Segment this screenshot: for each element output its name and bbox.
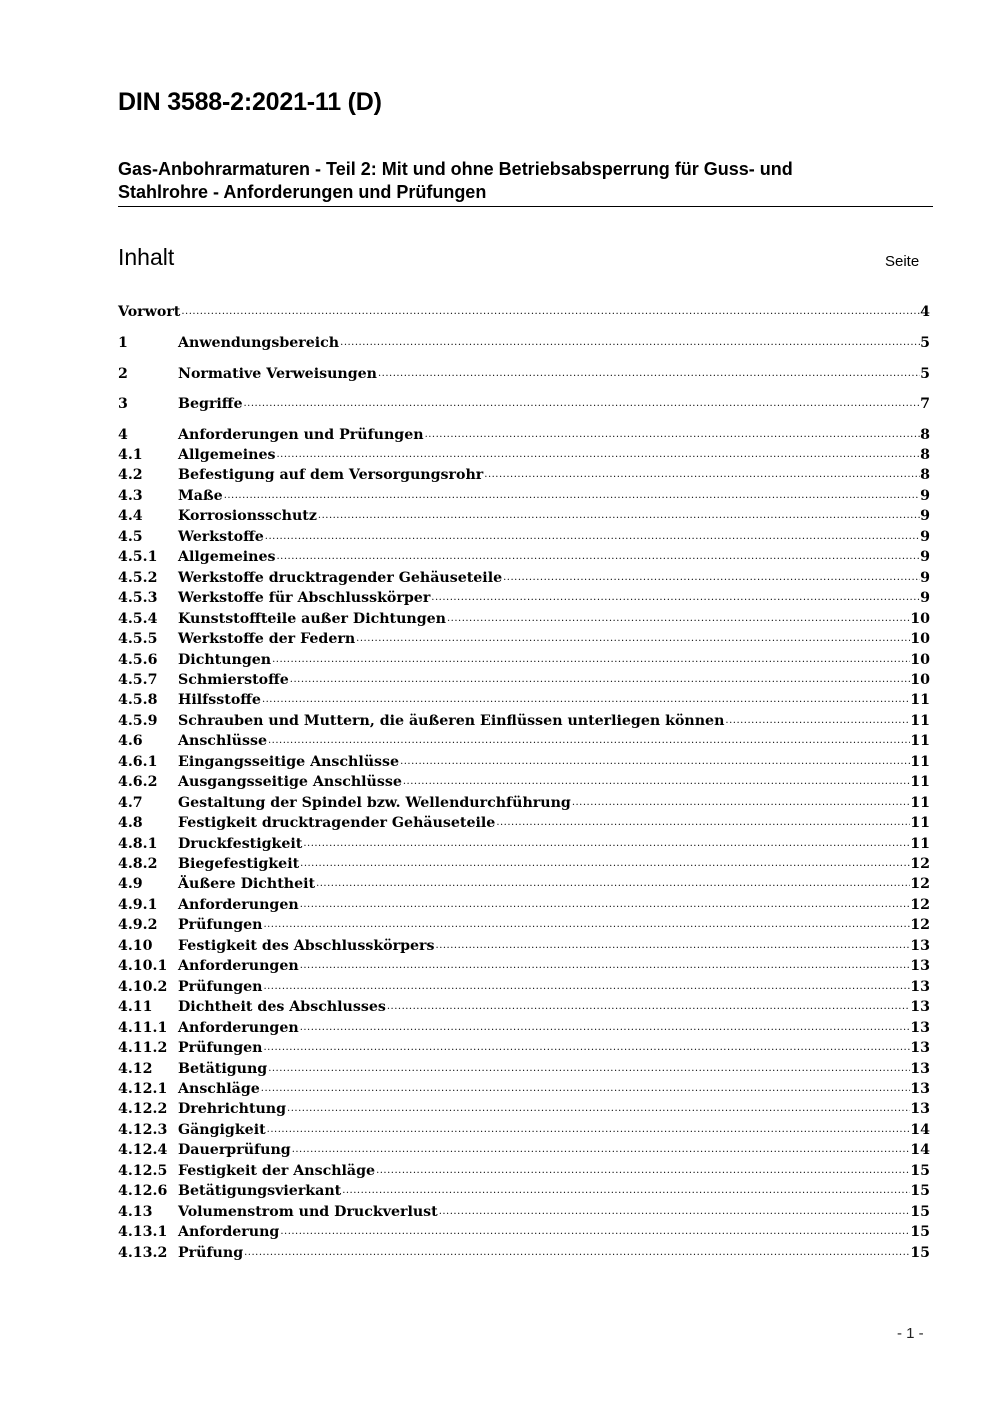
toc-leader-dots — [299, 854, 910, 874]
toc-entry-page: 5 — [920, 335, 930, 351]
toc-entry[interactable] — [118, 333, 930, 353]
toc-entry[interactable] — [118, 1059, 930, 1079]
toc-leader-dots — [180, 302, 920, 322]
toc-entry-number: 4.12.3 — [118, 1122, 168, 1138]
toc-entry-page: 15 — [910, 1204, 930, 1220]
toc-entry-number: 4.10 — [118, 938, 153, 954]
toc-entry[interactable] — [118, 394, 930, 414]
toc-entry-number: 4.11.2 — [118, 1040, 168, 1056]
toc-entry-title: Allgemeines — [178, 549, 276, 565]
document-subtitle — [118, 158, 933, 207]
toc-leader-dots — [299, 1018, 911, 1038]
toc-entry-number: 4.12.2 — [118, 1101, 168, 1117]
toc-entry-page: 14 — [910, 1122, 930, 1138]
toc-entry[interactable] — [118, 547, 930, 567]
toc-leader-dots — [299, 956, 911, 976]
toc-entry-number: 4.7 — [118, 795, 143, 811]
toc-entry-number: 4.5.2 — [118, 570, 158, 586]
toc-entry[interactable] — [118, 302, 930, 322]
toc-page-column-label: Seite — [885, 253, 920, 270]
toc-entry-page: 8 — [920, 467, 930, 483]
toc-leader-dots — [438, 1202, 911, 1222]
toc-entry[interactable] — [118, 568, 930, 588]
toc-entry-title: Anforderungen — [178, 958, 299, 974]
toc-leader-dots — [386, 997, 910, 1017]
toc-entry-title: Befestigung auf dem Versorgungsrohr — [178, 467, 484, 483]
subtitle-line-2: Stahlrohre - Anforderungen und Prüfungen — [118, 182, 487, 202]
toc-entry[interactable] — [118, 956, 930, 976]
toc-leader-dots — [264, 527, 920, 547]
toc-entry[interactable] — [118, 690, 930, 710]
toc-entry-title: Dichtheit des Abschlusses — [178, 999, 386, 1015]
toc-entry[interactable] — [118, 1161, 930, 1181]
toc-entry-number: 4.1 — [118, 447, 143, 463]
toc-entry-title: Anforderung — [178, 1224, 280, 1240]
toc-entry-number: 4.5.9 — [118, 713, 158, 729]
toc-entry-number: 4.5.3 — [118, 590, 158, 606]
toc-entry-number: 4.13.1 — [118, 1224, 168, 1240]
toc-entry-page: 14 — [910, 1142, 930, 1158]
toc-entry-title: Werkstoffe drucktragender Gehäuseteile — [178, 570, 503, 586]
toc-entry[interactable] — [118, 609, 930, 629]
toc-entry[interactable] — [118, 1079, 930, 1099]
toc-entry-page: 11 — [910, 733, 930, 749]
toc-entry[interactable] — [118, 629, 930, 649]
toc-entry-page: 15 — [910, 1224, 930, 1240]
toc-entry-page: 8 — [920, 427, 930, 443]
toc-entry-title: Ausgangsseitige Anschlüsse — [178, 774, 402, 790]
toc-leader-dots — [424, 425, 921, 445]
toc-leader-dots — [399, 752, 910, 772]
toc-entry-page: 13 — [910, 1081, 930, 1097]
toc-leader-dots — [267, 1059, 910, 1079]
toc-entry-page: 13 — [910, 938, 930, 954]
toc-entry[interactable] — [118, 588, 930, 608]
toc-entry-number: 4.6.1 — [118, 754, 158, 770]
toc-leader-dots — [402, 772, 910, 792]
toc-entry-page: 9 — [920, 529, 930, 545]
toc-entry[interactable] — [118, 834, 930, 854]
toc-leader-dots — [276, 445, 921, 465]
toc-entry-title: Begriffe — [178, 396, 243, 412]
toc-entry-page: 12 — [910, 876, 930, 892]
toc-entry-number: 4.10.1 — [118, 958, 168, 974]
toc-entry-title: Werkstoffe der Federn — [178, 631, 356, 647]
toc-entry-number: 4.9.1 — [118, 897, 158, 913]
toc-entry-title: Korrosionsschutz — [178, 508, 317, 524]
toc-leader-dots — [266, 1120, 911, 1140]
toc-entry[interactable] — [118, 793, 930, 813]
toc-entry-title: Festigkeit drucktragender Gehäuseteile — [178, 815, 496, 831]
toc-entry-title: Festigkeit der Anschläge — [178, 1163, 376, 1179]
toc-leader-dots — [291, 1140, 911, 1160]
toc-leader-dots — [267, 731, 910, 751]
toc-leader-dots — [341, 1181, 910, 1201]
toc-entry-page: 15 — [910, 1163, 930, 1179]
subtitle-line-1: Gas-Anbohrarmaturen - Teil 2: Mit und ohne Betriebsabsperrung für Guss- und — [118, 159, 793, 179]
toc-entry-title: Normative Verweisungen — [178, 366, 377, 382]
toc-entry-number: 4.8 — [118, 815, 143, 831]
toc-entry-page: 13 — [910, 958, 930, 974]
toc-leader-dots — [315, 874, 910, 894]
toc-entry-page: 10 — [910, 631, 930, 647]
toc-entry-page: 11 — [910, 836, 930, 852]
toc-leader-dots — [483, 465, 920, 485]
toc-leader-dots — [223, 486, 920, 506]
toc-entry[interactable] — [118, 1099, 930, 1119]
toc-leader-dots — [289, 670, 910, 690]
document-id: DIN 3588-2:2021-11 (D) — [118, 88, 382, 116]
toc-leader-dots — [375, 1161, 910, 1181]
toc-heading: Inhalt — [118, 244, 175, 270]
toc-entry-page: 12 — [910, 856, 930, 872]
toc-entry-title: Anforderungen und Prüfungen — [178, 427, 424, 443]
toc-entry-number: 4.3 — [118, 488, 143, 504]
toc-leader-dots — [242, 394, 920, 414]
toc-entry-number: 4 — [118, 427, 128, 443]
toc-entry[interactable] — [118, 527, 930, 547]
toc-entry-title: Kunststoffteile außer Dichtungen — [178, 611, 446, 627]
toc-entry-title: Gängigkeit — [178, 1122, 266, 1138]
toc-entry-title: Festigkeit des Abschlusskörpers — [178, 938, 435, 954]
toc-leader-dots — [446, 609, 910, 629]
toc-entry-number: 4.11 — [118, 999, 153, 1015]
toc-leader-dots — [377, 364, 920, 384]
toc-leader-dots — [299, 895, 911, 915]
toc-entry-number: 4.5.4 — [118, 611, 158, 627]
toc-entry-page: 12 — [910, 897, 930, 913]
toc-entry[interactable] — [118, 874, 930, 894]
toc-entry-number: 4.11.1 — [118, 1020, 168, 1036]
toc-entry-page: 13 — [910, 1020, 930, 1036]
toc-entry[interactable] — [118, 1181, 930, 1201]
toc-entry-number: 4.12.4 — [118, 1142, 168, 1158]
toc-entry[interactable] — [118, 364, 930, 384]
toc-entry[interactable] — [118, 977, 930, 997]
toc-entry-page: 13 — [910, 979, 930, 995]
toc-entry-number: 4.5.7 — [118, 672, 158, 688]
toc-entry-page: 11 — [910, 795, 930, 811]
toc-entry[interactable] — [118, 650, 930, 670]
toc-entry-title: Dichtungen — [178, 652, 272, 668]
toc-entry[interactable] — [118, 425, 930, 445]
toc-entry-title: Biegefestigkeit — [178, 856, 300, 872]
toc-entry[interactable] — [118, 445, 930, 465]
toc-leader-dots — [571, 793, 910, 813]
toc-entry-number: 4.12 — [118, 1061, 153, 1077]
toc-entry[interactable] — [118, 1120, 930, 1140]
toc-entry-number: 4.5.5 — [118, 631, 158, 647]
toc-entry-title: Werkstoffe für Abschlusskörper — [178, 590, 431, 606]
toc-entry-title: Schrauben und Muttern, die äußeren Einflüssen unterliegen können — [178, 713, 725, 729]
toc-entry[interactable] — [118, 915, 930, 935]
toc-entry-page: 8 — [920, 447, 930, 463]
toc-entry-page: 13 — [910, 1061, 930, 1077]
toc-leader-dots — [430, 588, 920, 608]
toc-entry-page: 15 — [910, 1183, 930, 1199]
toc-entry-title: Anforderungen — [178, 1020, 299, 1036]
toc-entry-page: 10 — [910, 672, 930, 688]
toc-leader-dots — [286, 1099, 910, 1119]
toc-entry-page: 15 — [910, 1245, 930, 1261]
toc-entry-title: Maße — [178, 488, 223, 504]
toc-entry-page: 13 — [910, 1101, 930, 1117]
toc-entry-page: 13 — [910, 1040, 930, 1056]
toc-entry-title: Schmierstoffe — [178, 672, 289, 688]
toc-entry-title: Prüfungen — [178, 917, 263, 933]
toc-entry-title: Betätigung — [178, 1061, 268, 1077]
toc-entry[interactable] — [118, 731, 930, 751]
toc-leader-dots — [279, 1222, 910, 1242]
toc-entry-title: Hilfsstoffe — [178, 692, 261, 708]
toc-entry-page: 7 — [920, 396, 930, 412]
toc-entry-number: 4.4 — [118, 508, 143, 524]
toc-entry[interactable] — [118, 711, 930, 731]
toc-leader-dots — [276, 547, 921, 567]
toc-entry-page: 11 — [910, 754, 930, 770]
toc-entry-number: 4.12.6 — [118, 1183, 168, 1199]
toc-entry-title: Anschläge — [178, 1081, 260, 1097]
toc-entry-title: Äußere Dichtheit — [178, 876, 316, 892]
toc-entry-page: 9 — [920, 549, 930, 565]
toc-entry[interactable] — [118, 1202, 930, 1222]
toc-entry-number: 4.12.5 — [118, 1163, 168, 1179]
toc-entry-title: Prüfung — [178, 1245, 244, 1261]
toc-entry[interactable] — [118, 1243, 930, 1263]
toc-entry-title: Werkstoffe — [178, 529, 264, 545]
toc-entry-number: Vorwort — [118, 304, 181, 320]
toc-entry-title: Volumenstrom und Druckverlust — [178, 1204, 438, 1220]
toc-entry[interactable] — [118, 772, 930, 792]
toc-leader-dots — [502, 568, 920, 588]
toc-entry-number: 4.5.8 — [118, 692, 158, 708]
toc-leader-dots — [724, 711, 910, 731]
toc-leader-dots — [435, 936, 911, 956]
toc-entry[interactable] — [118, 670, 930, 690]
toc-entry[interactable] — [118, 1018, 930, 1038]
toc-entry-title: Eingangsseitige Anschlüsse — [178, 754, 400, 770]
toc-entry-number: 3 — [118, 396, 128, 412]
toc-entry-number: 4.13 — [118, 1204, 153, 1220]
toc-leader-dots — [339, 333, 920, 353]
toc-entry[interactable] — [118, 752, 930, 772]
toc-entry[interactable] — [118, 854, 930, 874]
toc-entry[interactable] — [118, 465, 930, 485]
toc-entry-title: Anforderungen — [178, 897, 299, 913]
toc-entry[interactable] — [118, 506, 930, 526]
toc-entry[interactable] — [118, 997, 930, 1017]
toc-entry[interactable] — [118, 1140, 930, 1160]
toc-entry-number: 4.10.2 — [118, 979, 168, 995]
toc-entry-title: Anschlüsse — [178, 733, 267, 749]
toc-entry-title: Betätigungsvierkant — [178, 1183, 342, 1199]
toc-entry-page: 12 — [910, 917, 930, 933]
toc-entry-page: 9 — [920, 488, 930, 504]
toc-entry-number: 4.9 — [118, 876, 143, 892]
toc-entry-page: 10 — [910, 611, 930, 627]
toc-entry-page: 5 — [920, 366, 930, 382]
toc-entry-page: 9 — [920, 570, 930, 586]
toc-leader-dots — [262, 1038, 910, 1058]
toc-entry-page: 11 — [910, 774, 930, 790]
toc-entry-page: 9 — [920, 508, 930, 524]
toc-entry-number: 4.13.2 — [118, 1245, 168, 1261]
toc-leader-dots — [243, 1243, 910, 1263]
toc-entry[interactable] — [118, 1038, 930, 1058]
toc-entry-page: 10 — [910, 652, 930, 668]
toc-entry-title: Prüfungen — [178, 1040, 263, 1056]
toc-entry[interactable] — [118, 895, 930, 915]
toc-entry-title: Anwendungsbereich — [178, 335, 340, 351]
toc-leader-dots — [260, 1079, 910, 1099]
toc-entry[interactable] — [118, 1222, 930, 1242]
toc-leader-dots — [262, 977, 910, 997]
toc-entry-number: 4.2 — [118, 467, 143, 483]
toc-entry-number: 4.5 — [118, 529, 143, 545]
toc-entry-page: 4 — [920, 304, 930, 320]
toc-entry-number: 4.6.2 — [118, 774, 158, 790]
toc-entry-number: 4.5.1 — [118, 549, 158, 565]
toc-leader-dots — [495, 813, 910, 833]
toc-leader-dots — [355, 629, 910, 649]
toc-entry-number: 2 — [118, 366, 128, 382]
toc-entry-page: 9 — [920, 590, 930, 606]
toc-leader-dots — [302, 834, 910, 854]
toc-entry-title: Allgemeines — [178, 447, 276, 463]
toc-entry-page: 11 — [910, 692, 930, 708]
toc-entry-page: 11 — [910, 713, 930, 729]
toc-entry-title: Gestaltung der Spindel bzw. Wellendurchführung — [178, 795, 571, 811]
toc-entry-title: Drehrichtung — [178, 1101, 287, 1117]
toc-entry-number: 4.6 — [118, 733, 143, 749]
toc-entry-number: 4.9.2 — [118, 917, 158, 933]
toc-leader-dots — [261, 690, 910, 710]
toc-entry[interactable] — [118, 486, 930, 506]
toc-entry-title: Prüfungen — [178, 979, 263, 995]
toc-entry[interactable] — [118, 813, 930, 833]
page-number: - 1 - — [897, 1325, 924, 1342]
toc-leader-dots — [271, 650, 910, 670]
toc-leader-dots — [262, 915, 910, 935]
toc-entry-title: Druckfestigkeit — [178, 836, 303, 852]
toc-entry-title: Dauerprüfung — [178, 1142, 291, 1158]
toc-entry-page: 13 — [910, 999, 930, 1015]
toc-entry-number: 4.8.2 — [118, 856, 158, 872]
toc-entry-page: 11 — [910, 815, 930, 831]
toc-entry-number: 4.8.1 — [118, 836, 158, 852]
toc-entry-number: 1 — [118, 335, 128, 351]
toc-entry[interactable] — [118, 936, 930, 956]
toc-entry-number: 4.12.1 — [118, 1081, 168, 1097]
toc-leader-dots — [317, 506, 920, 526]
toc-entry-number: 4.5.6 — [118, 652, 158, 668]
